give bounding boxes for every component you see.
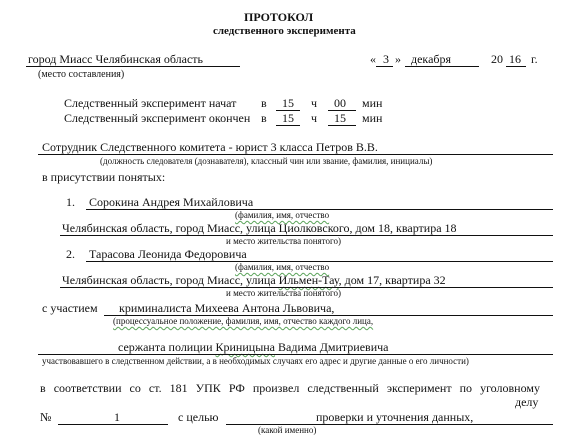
place-underline: [26, 66, 240, 67]
start-hour: 15: [282, 96, 294, 110]
participant-2: [118, 341, 389, 353]
participation-label: с участием: [42, 301, 98, 315]
purpose-value: проверки и уточнения данных,: [316, 410, 474, 424]
document-title: ПРОТОКОЛ: [244, 10, 314, 24]
date-month: декабря: [411, 52, 452, 66]
date-month-underline: [405, 66, 479, 67]
witnesses-intro: в присутствии понятых:: [42, 170, 166, 184]
witness-1-address-caption: и место жительства понятого): [226, 236, 341, 246]
witness-2-number: 2.: [66, 247, 75, 261]
start-hour-unit: ч: [311, 96, 318, 110]
end-hour-unit: ч: [311, 111, 318, 125]
participant-2-part-a: сержанта полиции: [118, 340, 216, 354]
basis-word: эксперимент: [386, 381, 452, 395]
witness-1-address: Челябинская область, город Миасс, улица Циолковского, дом 18, квартира 18: [62, 221, 457, 235]
case-number: 1: [114, 410, 120, 424]
end-prep: в: [261, 111, 267, 125]
basis-line-2: делу: [515, 395, 539, 409]
witness-2-name: Тарасова Леонида Федоровича: [89, 247, 247, 261]
date-day: 3: [383, 52, 389, 66]
place-value: город Миасс Челябинская область: [28, 52, 204, 66]
case-number-underline: [58, 424, 168, 425]
date-year-unit: г.: [531, 52, 538, 66]
basis-word: уголовному: [480, 381, 540, 395]
participant-2-underline: [38, 354, 553, 355]
date-year-prefix: 20: [491, 52, 503, 66]
case-number-sign: №: [40, 410, 52, 424]
basis-word: со: [129, 381, 141, 395]
witness-2-address-caption: и место жительства понятого): [226, 288, 341, 298]
start-prep: в: [261, 96, 267, 110]
participant-1: криминалиста Михеева Антона Львовича,: [119, 301, 335, 315]
date-year-suffix: 16: [509, 52, 521, 66]
date-quote-open: «: [370, 52, 376, 66]
participant-2-caption: участвовавшего в следственном действии, а в необходимых случаях его адрес и другие данные о его личности): [42, 356, 469, 366]
witness-2-address-part-a: Челябинская область, город Миасс, улица: [62, 273, 279, 287]
start-min-unit: мин: [362, 96, 383, 110]
basis-word: соответствии: [53, 381, 122, 395]
basis-line-1: [40, 382, 540, 394]
end-hour: 15: [282, 111, 294, 125]
purpose-caption: (какой именно): [258, 425, 317, 435]
end-label: Следственный эксперимент окончен: [64, 111, 251, 125]
witness-1-name: Сорокина Андрея Михайловича: [89, 195, 254, 209]
start-min: 00: [334, 96, 346, 110]
participant-2-part-c: Вадима Дмитриевича: [275, 340, 389, 354]
basis-word: РФ: [228, 381, 245, 395]
end-min: 15: [334, 111, 346, 125]
basis-word: по: [459, 381, 473, 395]
basis-word: следственный: [307, 381, 379, 395]
date-day-underline: [376, 66, 393, 67]
investigator-caption: (должность следователя (дознавателя), классный чин или звание, фамилия, инициалы): [100, 156, 433, 166]
place-caption: (место составления): [38, 69, 125, 80]
date-quote-close: »: [395, 52, 401, 66]
start-label: Следственный эксперимент начат: [64, 96, 237, 110]
basis-word: ст.: [148, 381, 162, 395]
witness-2-address-part-c: , дом 17, квартира 32: [338, 273, 446, 287]
witness-2-fio-caption: (фамилия, имя, отчество: [235, 262, 330, 272]
end-min-unit: мин: [362, 111, 383, 125]
participant-2-surname: Криницына: [215, 340, 276, 354]
witness-1-fio-caption: (фамилия, имя, отчество: [235, 210, 330, 220]
end-min-underline: [328, 125, 356, 126]
purpose-label: с целью: [178, 410, 219, 424]
basis-word: УПК: [195, 381, 221, 395]
witness-2-address: [62, 274, 446, 286]
witness-2-address-street: Ильмен-Тау: [278, 273, 339, 287]
basis-word: произвел: [252, 381, 300, 395]
investigator-underline: [38, 154, 553, 155]
basis-word: 181: [169, 381, 188, 395]
witness-1-number: 1.: [66, 195, 75, 209]
document-subtitle: следственного эксперимента: [213, 25, 356, 37]
investigator-text: Сотрудник Следственного комитета - юрист 3 класса Петров В.В.: [42, 140, 378, 154]
participant-1-caption: (процессуальное положение, фамилия, имя, отчество каждого лица,: [113, 316, 374, 326]
basis-word: в: [40, 381, 46, 395]
date-year-underline: [506, 66, 526, 67]
end-hour-underline: [276, 125, 300, 126]
